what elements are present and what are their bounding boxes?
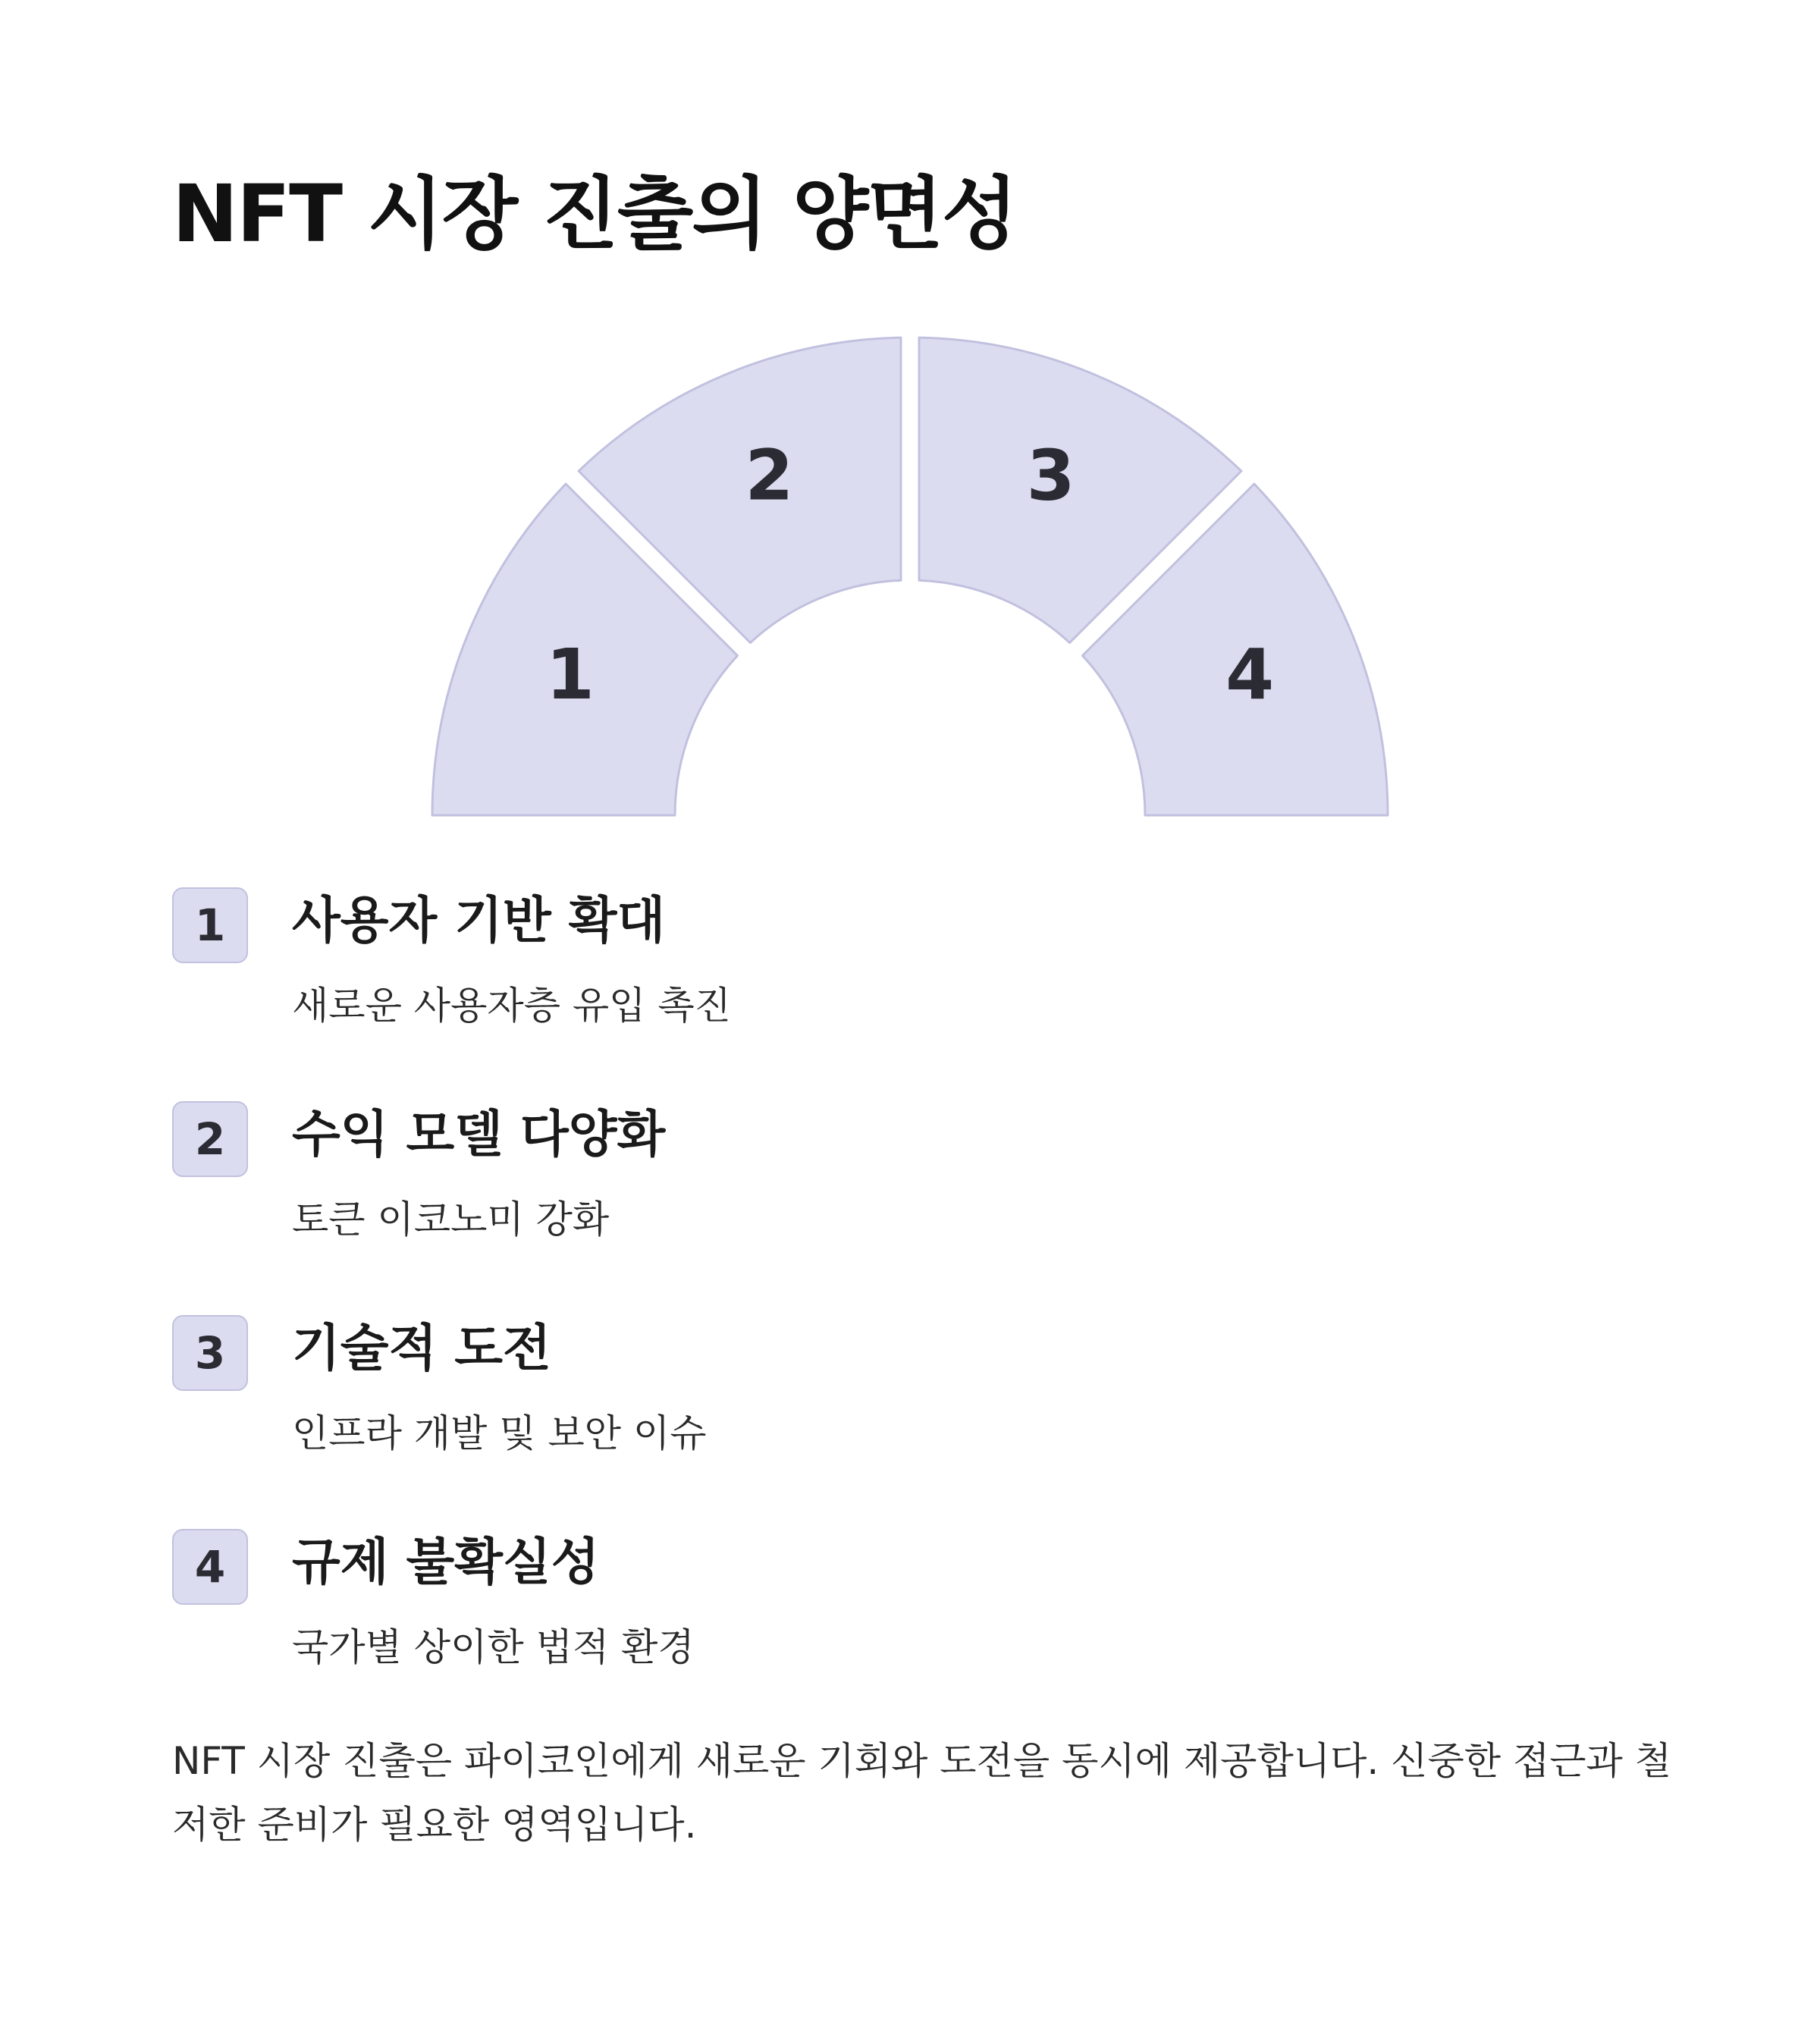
list-item-1 [172, 887, 1689, 1101]
item-title: 수익 모델 다양화 [292, 1105, 666, 1163]
item-number-badge: 2 [172, 1101, 248, 1177]
item-title: 사용자 기반 확대 [292, 891, 666, 950]
item-description: 토큰 이코노미 강화 [292, 1198, 610, 1242]
summary-paragraph: NFT 시장 진출은 파이코인에게 새로운 기회와 도전을 동시에 제공합니다. 신중한 접근과 철저한 준비가 필요한 영역입니다. [172, 1739, 1672, 1847]
page-title: NFT 시장 진출의 양면성 [172, 168, 1017, 260]
item-number-badge: 1 [172, 887, 248, 963]
arc-segment-4-number: 4 [1225, 633, 1275, 715]
item-title: 규제 불확실성 [292, 1533, 600, 1591]
item-title: 기술적 도전 [292, 1319, 551, 1377]
item-description: 국가별 상이한 법적 환경 [292, 1625, 695, 1669]
item-description: 인프라 개발 및 보안 이슈 [292, 1411, 707, 1455]
item-description: 새로운 사용자층 유입 촉진 [292, 984, 731, 1028]
item-number-badge: 3 [172, 1315, 248, 1391]
item-number-badge: 4 [172, 1529, 248, 1605]
item-list [172, 887, 1689, 1743]
arc-segment-2-number: 2 [745, 435, 794, 516]
arc-diagram [0, 0, 1820, 849]
arc-segment-3-number: 3 [1026, 435, 1075, 516]
list-item-2 [172, 1101, 1689, 1315]
arc-segment-1-number: 1 [545, 633, 595, 715]
list-item-4 [172, 1529, 1689, 1743]
list-item-3 [172, 1315, 1689, 1529]
